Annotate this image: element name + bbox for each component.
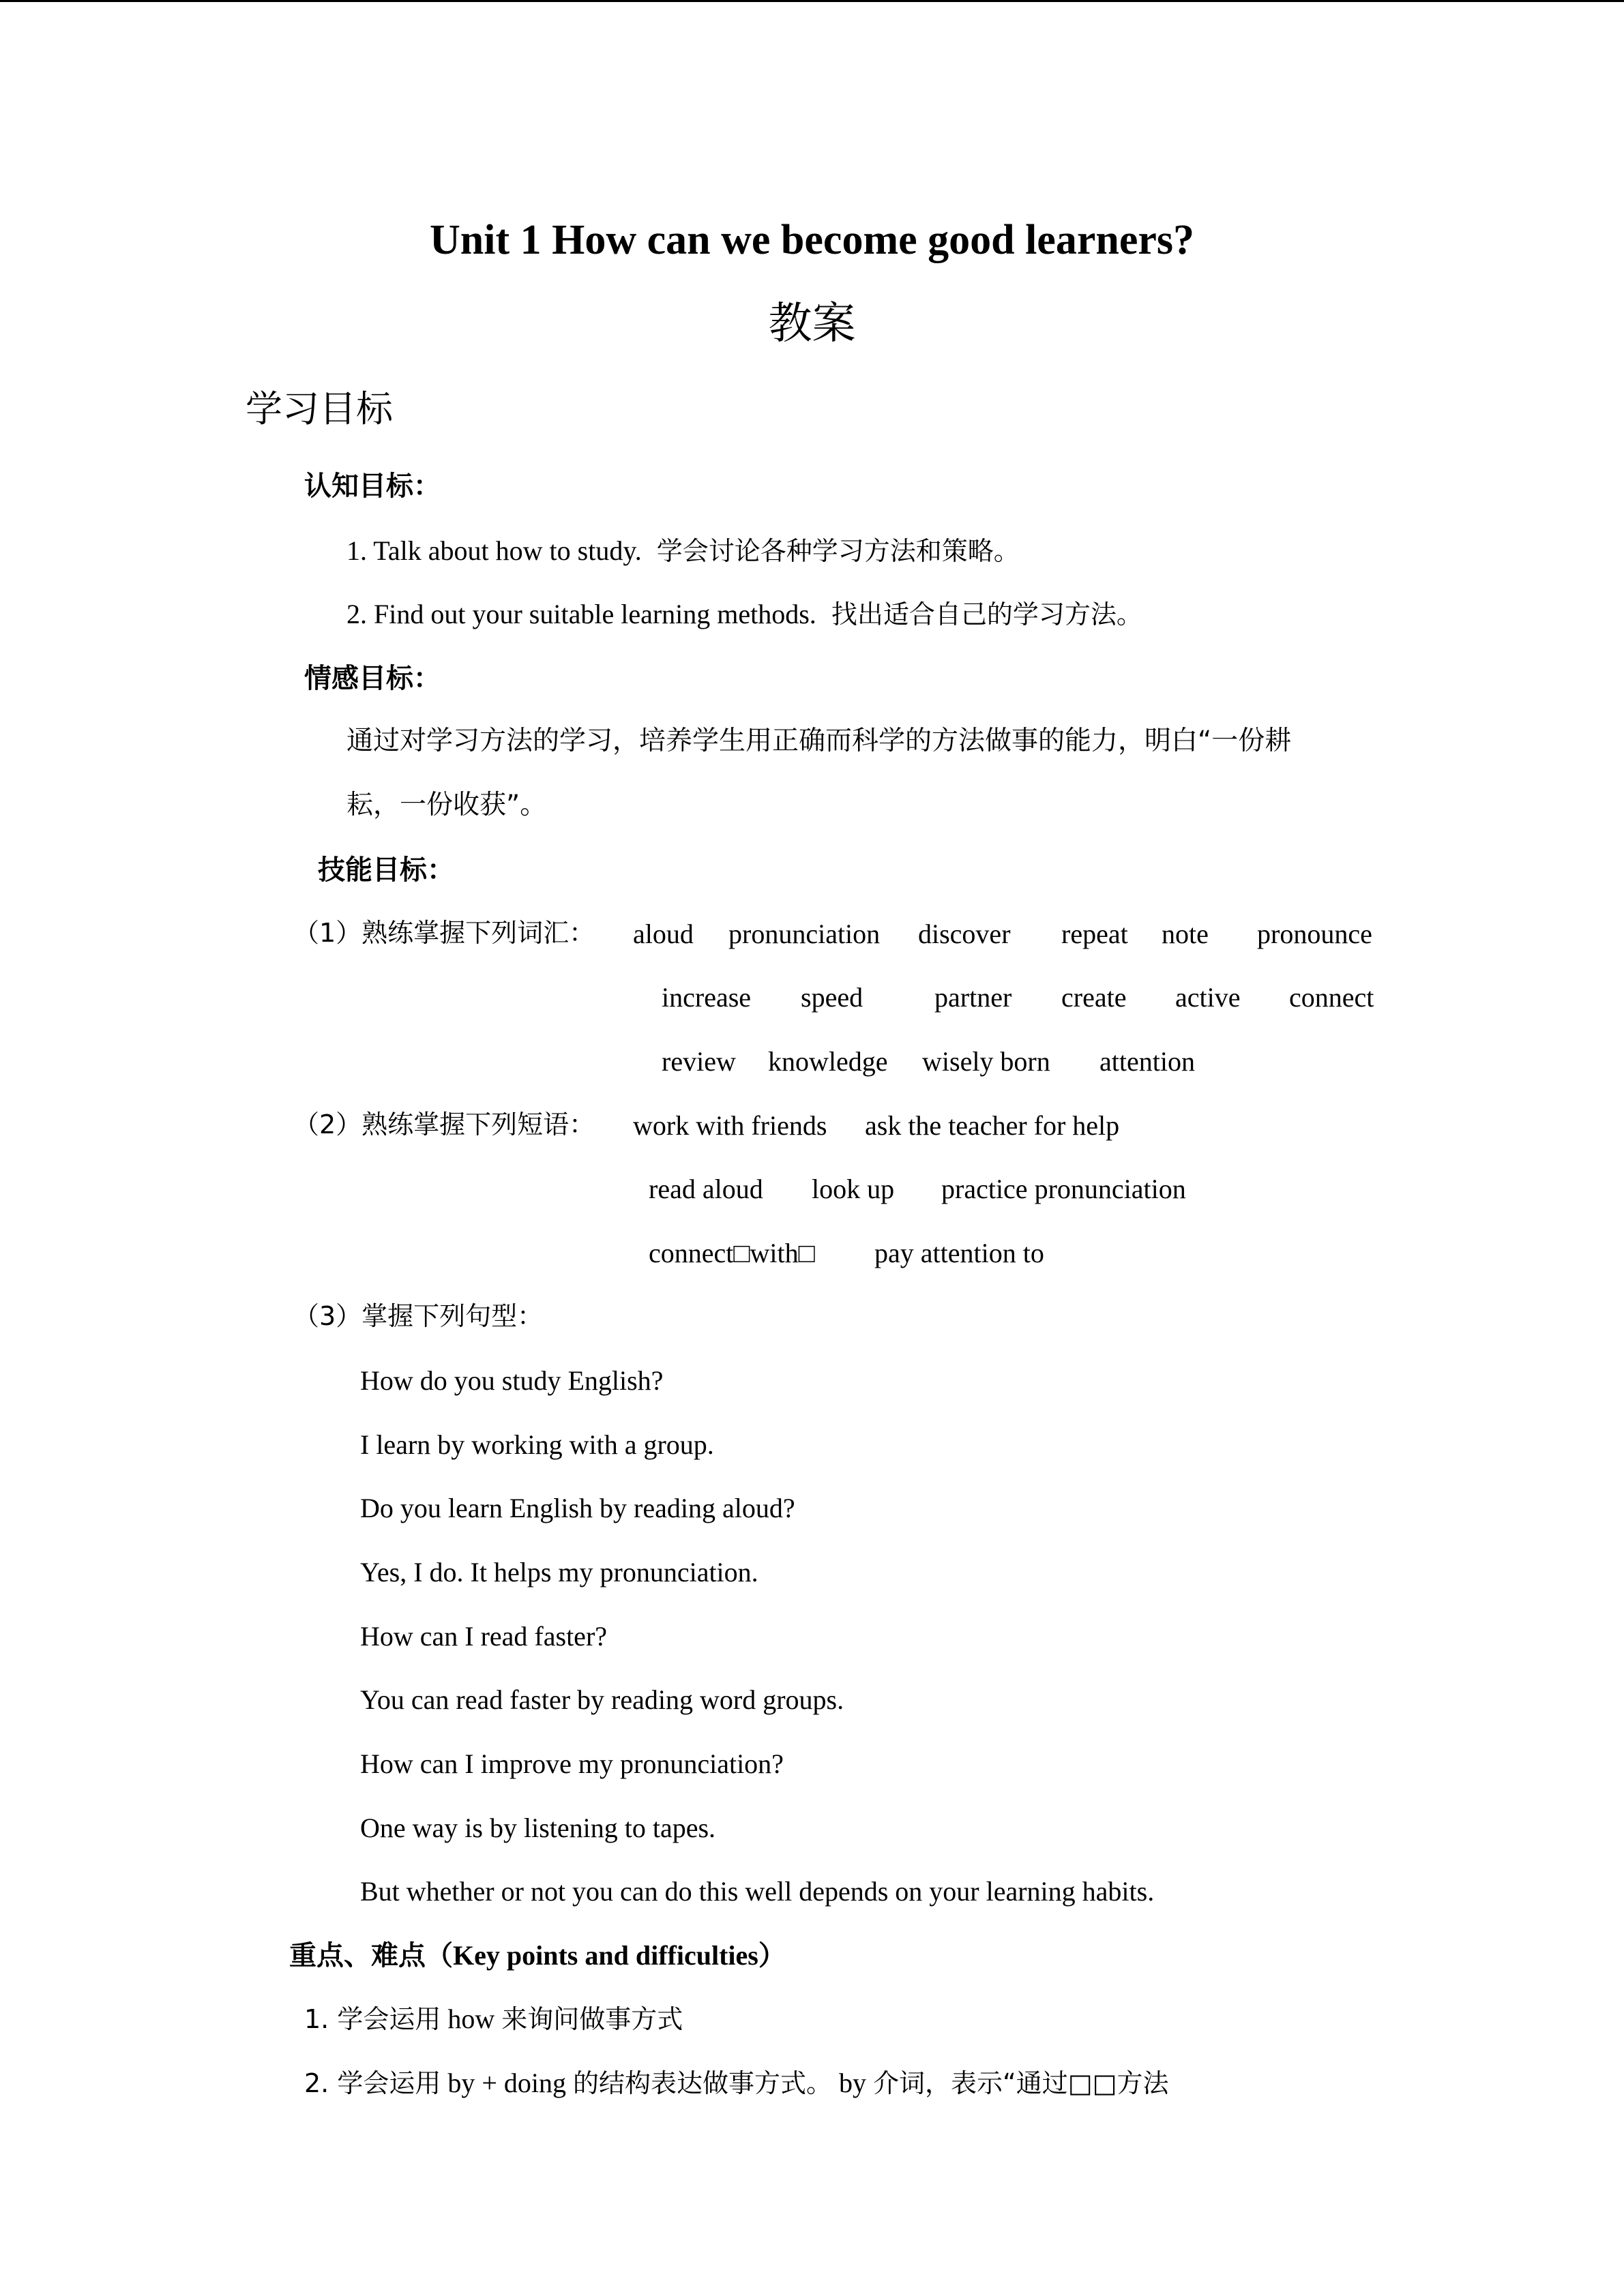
document-title: Unit 1 How can we become good learners? <box>430 217 1194 263</box>
key-point-2-part: 2. 学会运用 <box>304 2068 441 2098</box>
phrase: practice pronunciation <box>941 1174 1186 1204</box>
phrase: ask the teacher for help <box>865 1110 1120 1141</box>
cognitive-goal-2-en: 2. Find out your suitable learning methods. <box>346 599 816 629</box>
phrase: look up <box>812 1174 895 1204</box>
cognitive-goal-2-zh: 找出适合自己的学习方法。 <box>831 599 1142 629</box>
key-points-label <box>289 1942 786 1969</box>
sentence-pattern: I learn by working with a group. <box>360 1429 714 1460</box>
cognitive-goal-2 <box>346 601 1142 628</box>
key-point-1-part: 1. 学会运用 <box>304 2004 441 2034</box>
key-points-label-zh: 重点、难点（ <box>289 1940 453 1971</box>
skill-goals-label: 技能目标： <box>318 854 454 886</box>
sentence-pattern: How can I improve my pronunciation? <box>360 1748 784 1779</box>
key-point-1 <box>304 2003 683 2034</box>
affective-goals-label: 情感目标： <box>304 663 441 694</box>
key-point-2-part: 介词，表示“通过□□方法 <box>873 2068 1169 2098</box>
phrase: connect□with□ <box>649 1238 815 1268</box>
vocab-word: create <box>1061 982 1127 1013</box>
vocab-word: aloud <box>633 919 694 949</box>
key-points-label-close: ） <box>758 1940 786 1971</box>
vocab-word: attention <box>1099 1046 1195 1077</box>
phrase: work with friends <box>633 1110 827 1141</box>
affective-goal-line-2: 耘，一份收获”。 <box>346 790 547 820</box>
vocab-word: wisely born <box>922 1046 1050 1077</box>
vocab-word: note <box>1162 919 1209 949</box>
vocab-word: knowledge <box>768 1046 888 1077</box>
vocab-word: increase <box>662 982 752 1013</box>
sentence-pattern: Do you learn English by reading aloud? <box>360 1493 795 1523</box>
cognitive-goal-1-zh: 学会讨论各种学习方法和策略。 <box>656 536 1020 566</box>
phrase-label: （2）熟练掌握下列短语： <box>293 1109 595 1139</box>
key-points-label-en: Key points and difficulties <box>453 1940 758 1971</box>
phrase: read aloud <box>649 1174 763 1204</box>
sentence-pattern-label: （3）掌握下列句型： <box>293 1301 544 1331</box>
section-heading: 学习目标 <box>246 387 393 430</box>
affective-goal-line-1: 通过对学习方法的学习，培养学生用正确而科学的方法做事的能力，明白“一份耕 <box>346 726 1292 756</box>
document-subtitle: 教案 <box>768 299 856 349</box>
key-point-1-part: 来询问做事方式 <box>501 2004 683 2034</box>
key-point-2 <box>304 2070 1169 2097</box>
key-point-2-part: by <box>839 2068 867 2098</box>
key-point-2-part: by + doing <box>447 2068 567 2098</box>
sentence-pattern: How do you study English? <box>360 1365 664 1396</box>
vocab-word: connect <box>1289 982 1374 1013</box>
vocab-word: speed <box>801 982 863 1013</box>
cognitive-goal-1 <box>346 537 1020 565</box>
cognitive-goals-label: 认知目标： <box>304 471 441 502</box>
vocab-word: partner <box>934 982 1012 1013</box>
vocab-word: discover <box>918 919 1011 949</box>
sentence-pattern: How can I read faster? <box>360 1621 608 1652</box>
vocab-word: pronunciation <box>728 919 881 949</box>
cognitive-goal-1-en: 1. Talk about how to study. <box>346 535 642 566</box>
vocab-label: （1）熟练掌握下列词汇： <box>293 918 595 948</box>
sentence-pattern: But whether or not you can do this well depends on your learning habits. <box>360 1876 1155 1907</box>
phrase: pay attention to <box>874 1238 1044 1268</box>
vocab-word: pronounce <box>1257 919 1372 949</box>
vocab-word: repeat <box>1061 919 1128 949</box>
sentence-pattern: One way is by listening to tapes. <box>360 1813 716 1843</box>
vocab-word: active <box>1175 982 1241 1013</box>
key-point-2-part: 的结构表达做事方式。 <box>573 2068 833 2098</box>
sentence-pattern: You can read faster by reading word groups. <box>360 1684 844 1715</box>
key-point-1-part: how <box>447 2003 495 2034</box>
sentence-pattern: Yes, I do. It helps my pronunciation. <box>360 1557 758 1587</box>
vocab-word: review <box>662 1046 736 1077</box>
